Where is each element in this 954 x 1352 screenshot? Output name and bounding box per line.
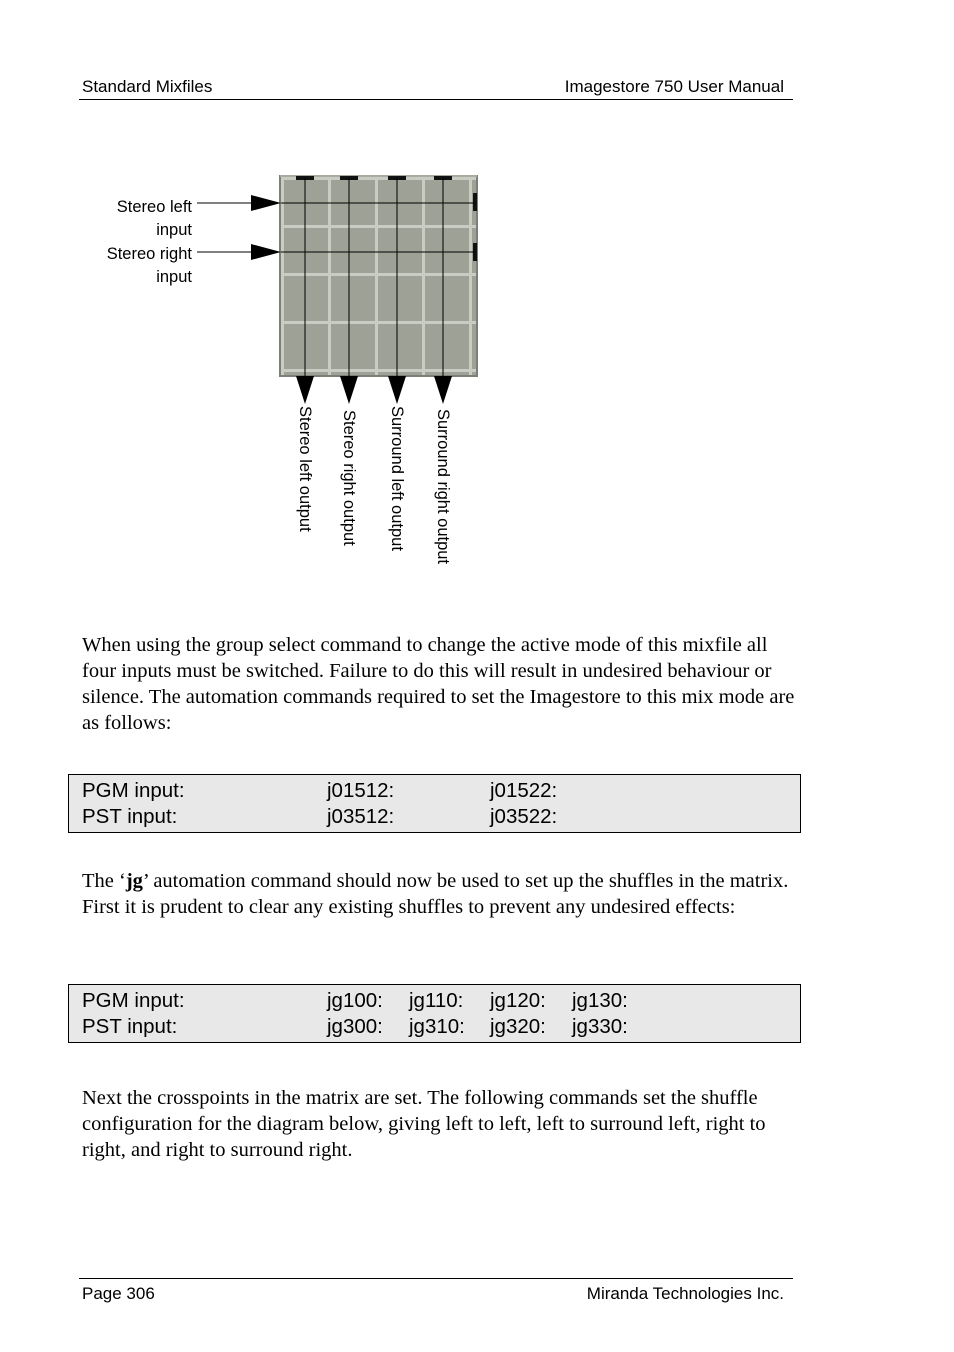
arrow-surround-right-output <box>434 376 452 404</box>
matrix-grid <box>280 176 477 376</box>
command-cell: jg320: <box>490 1015 546 1038</box>
row-label-pst: PST input: <box>82 805 178 828</box>
command-cell: jg130: <box>572 989 628 1012</box>
output-label-stereo-right: Stereo right output <box>340 410 358 546</box>
command-cell: jg110: <box>409 989 464 1012</box>
row-label-pst: PST input: <box>82 1015 178 1038</box>
command-cell: j01512: <box>327 779 395 802</box>
header-section-title: Standard Mixfiles <box>82 77 213 96</box>
paragraph-group-select: When using the group select command to change the active mode of this mixfile all four inputs must be switched. Failure to do this will result in undesired behaviour or silence. The automation commands required to set the Imagestore to this mix mode are as follows: <box>82 634 795 734</box>
text-run: ’ automation command should now be used to set up the shuffles in the matrix. First it is prudent to clear any existing shuffles to prevent any undesired effects: <box>82 870 789 918</box>
command-cell: jg300: <box>327 1015 383 1038</box>
command-name-jg: jg <box>125 870 143 892</box>
arrow-stereo-left-output <box>296 376 314 404</box>
command-cell: jg120: <box>490 989 546 1012</box>
output-label-surround-left: Surround left output <box>388 406 406 551</box>
paragraph-jg-command <box>82 868 802 920</box>
command-cell: jg100: <box>327 989 383 1012</box>
footer-page-number: Page 306 <box>82 1284 155 1303</box>
command-table-mode <box>68 774 801 833</box>
command-cell: j03522: <box>490 805 558 828</box>
paragraph-crosspoints: Next the crosspoints in the matrix are set. The following commands set the shuffle configuration for the diagram below, giving left to left, left to surround left, right to right, and right to surround right. <box>82 1087 766 1161</box>
input-label-stereo-right-line1: Stereo right <box>106 245 192 263</box>
text-run: The ‘ <box>82 870 126 892</box>
output-label-stereo-left: Stereo left output <box>296 406 314 532</box>
arrow-stereo-right-input <box>251 244 281 260</box>
footer-company: Miranda Technologies Inc. <box>586 1284 784 1303</box>
arrow-stereo-right-output <box>340 376 358 404</box>
footer-rule <box>79 1278 793 1279</box>
arrow-surround-left-output <box>388 376 406 404</box>
input-label-stereo-right-line2: input <box>156 268 192 286</box>
command-table-clear-shuffles <box>68 984 801 1043</box>
command-cell: jg310: <box>409 1015 465 1038</box>
row-label-pgm: PGM input: <box>82 779 185 802</box>
output-label-surround-right: Surround right output <box>434 409 452 565</box>
row-label-pgm: PGM input: <box>82 989 185 1012</box>
command-cell: j03512: <box>327 805 395 828</box>
matrix-diagram <box>0 0 954 600</box>
command-cell: jg330: <box>572 1015 628 1038</box>
input-label-stereo-left-line2: input <box>156 221 192 239</box>
header-manual-title: Imagestore 750 User Manual <box>564 77 784 96</box>
command-cell: j01522: <box>490 779 558 802</box>
input-label-stereo-left-line1: Stereo left <box>116 198 192 216</box>
arrow-stereo-left-input <box>251 195 281 211</box>
